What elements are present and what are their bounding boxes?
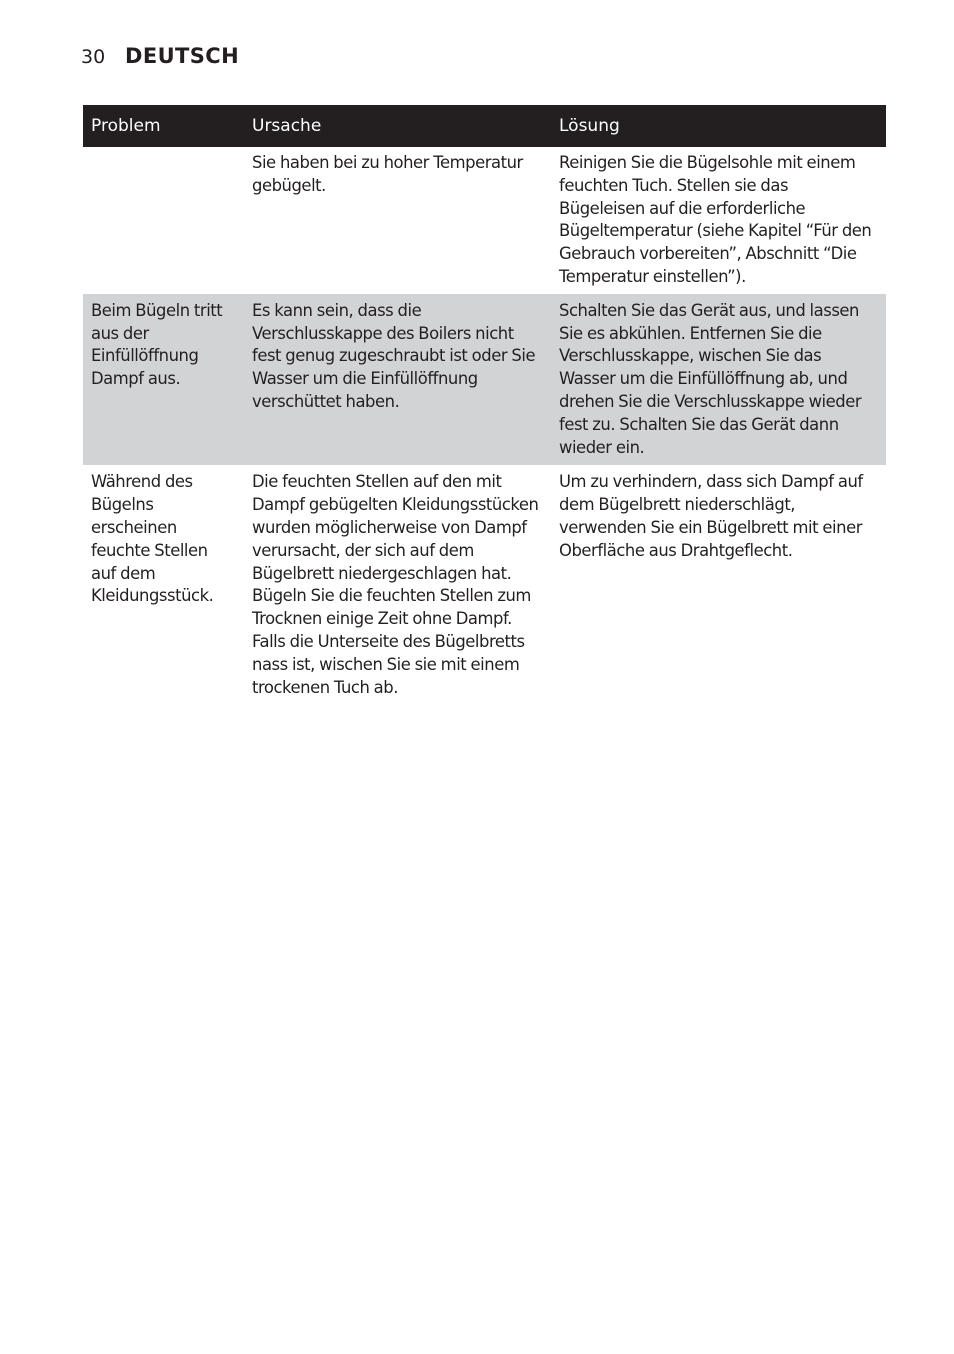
cause-cell: Sie haben bei zu hoher Temperatur gebügelt. (252, 153, 523, 195)
table-row (83, 465, 886, 705)
table-row (83, 294, 886, 466)
cause-cell: Es kann sein, dass die Verschlusskappe des Boilers nicht fest genug zugeschraubt ist oder Sie Wasser um die Einfüllöffnung verschüttet haben. (244, 294, 551, 466)
column-header-solution: Lösung (551, 105, 886, 147)
table-header-row (83, 105, 886, 147)
troubleshooting-table (83, 105, 886, 705)
table-row (83, 147, 886, 294)
problem-cell: Während des Bügelns erscheinen feuchte Stellen auf dem Kleidungsstück. (91, 472, 214, 606)
column-header-cause: Ursache (244, 105, 551, 147)
cause-cell: Die feuchten Stellen auf den mit Dampf gebügelten Kleidungsstücken wurden möglicherweise von Dampf verursacht, der sich auf dem Bügelbrett niedergeschlagen hat. Bügeln Sie die feuchten Stellen zum Trocknen einige Zeit ohne Dampf. Falls die Unterseite des Bügelbretts nass ist, wischen Sie sie mit einem trockenen Tuch ab. (252, 472, 539, 697)
section-title: DEUTSCH (125, 44, 240, 68)
solution-cell: Schalten Sie das Gerät aus, und lassen Sie es abkühlen. Entfernen Sie die Verschlusskappe, wischen Sie das Wasser um die Einfüllöffnung ab, und drehen Sie die Verschlusskappe wieder fest zu. Schalten Sie das Gerät dann wieder ein. (551, 294, 886, 466)
problem-cell: Beim Bügeln tritt aus der Einfüllöffnung Dampf aus. (83, 294, 244, 466)
problem-cell (83, 147, 244, 294)
solution-cell: Um zu verhindern, dass sich Dampf auf dem Bügelbrett niederschlägt, verwenden Sie ein Bügelbrett mit einer Oberfläche aus Drahtgeflecht. (559, 472, 863, 560)
column-header-problem: Problem (83, 105, 244, 147)
page-header (81, 44, 239, 68)
solution-cell: Reinigen Sie die Bügelsohle mit einem feuchten Tuch. Stellen sie das Bügeleisen auf die erforderliche Bügeltemperatur (siehe Kapitel “Für den Gebrauch vorbereiten”, Abschnitt “Die Temperatur einstellen”). (559, 153, 872, 286)
page-number: 30 (81, 46, 106, 68)
